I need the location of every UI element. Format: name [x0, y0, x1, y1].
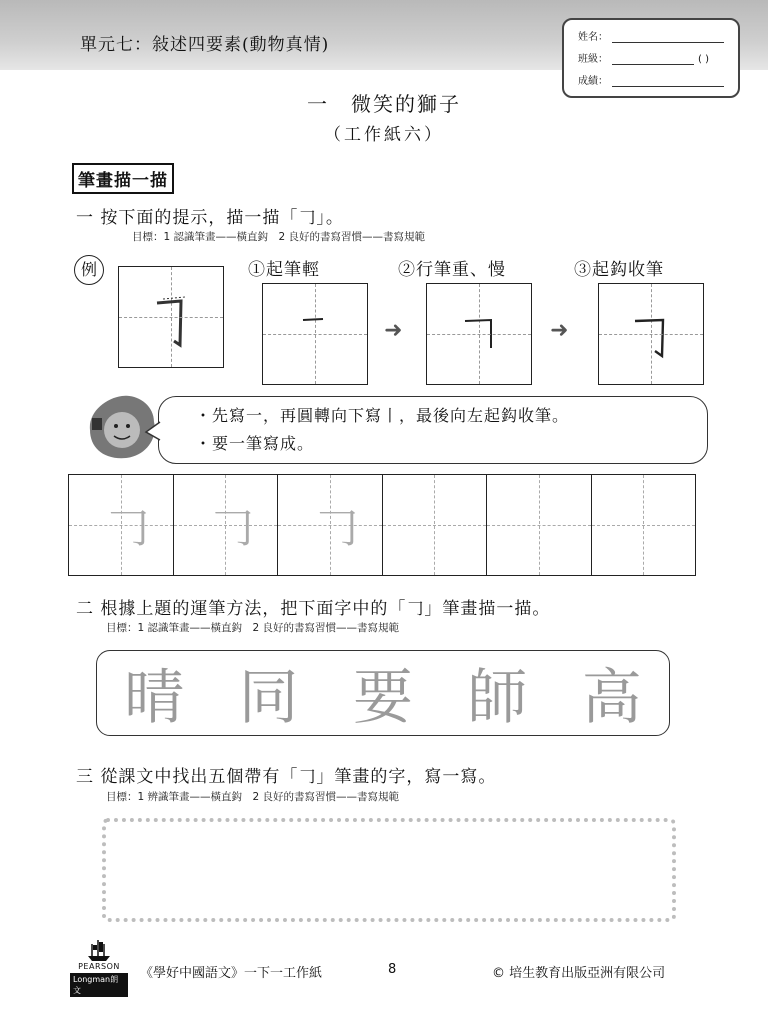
step-2-label: ②行筆重、慢 — [398, 260, 506, 280]
class-label: 班級： — [578, 54, 608, 65]
example-stroke — [119, 267, 223, 367]
practice-cell[interactable] — [69, 475, 174, 575]
name-field[interactable] — [612, 32, 724, 43]
step-3-label: ③起鈎收筆 — [574, 260, 664, 280]
practice-grid-row — [68, 474, 696, 576]
unit-title: 單元七：敍述四要素(動物真情) — [80, 35, 330, 55]
trace-character[interactable]: 要 — [352, 663, 413, 733]
logo-sub: Longman朗文 — [70, 973, 128, 997]
practice-cell[interactable] — [487, 475, 592, 575]
practice-cell[interactable] — [383, 475, 488, 575]
copyright: © 培生教育出版亞洲有限公司 — [492, 966, 666, 981]
arrow-icon: ➜ — [384, 318, 403, 343]
answer-writing-area[interactable] — [102, 818, 676, 922]
question-3-goal: 目標：1 辨識筆畫——橫直鈎 2 良好的書寫習慣——書寫規範 — [106, 791, 400, 803]
trace-char: 𠃌 — [105, 502, 149, 553]
step-2-stroke — [427, 284, 531, 384]
practice-cell[interactable] — [592, 475, 696, 575]
question-1-goal: 目標：1 認識筆畫——橫直鈎 2 良好的書寫習慣——書寫規範 — [132, 231, 426, 243]
trace-character[interactable]: 師 — [467, 663, 528, 733]
ship-icon — [84, 938, 114, 962]
score-row — [578, 72, 724, 87]
score-label: 成績： — [578, 76, 608, 87]
trace-character[interactable]: 同 — [238, 663, 299, 733]
tip-1: ・先寫一，再圓轉向下寫丨，最後向左起鈎收筆。 — [195, 406, 570, 425]
step-1-stroke — [263, 284, 367, 384]
page-subtitle: （工作紙六） — [324, 125, 444, 145]
trace-character[interactable]: 晴 — [124, 663, 185, 733]
class-number-paren: ( ) — [698, 54, 709, 65]
practice-cell[interactable] — [278, 475, 383, 575]
bubble-tail — [144, 420, 164, 444]
practice-cell[interactable] — [174, 475, 279, 575]
page-title: 一 微笑的獅子 — [307, 92, 461, 116]
page-number: 8 — [388, 962, 397, 977]
tip-2: ・要一筆寫成。 — [195, 434, 315, 453]
publisher-logo — [70, 938, 128, 1000]
student-info-box — [562, 18, 740, 98]
trace-char: 𠃌 — [209, 502, 254, 553]
question-1: 一 按下面的提示，描一描「𠃌」。 — [76, 208, 344, 228]
name-row — [578, 28, 724, 43]
step-1-grid — [262, 283, 368, 385]
score-field[interactable] — [612, 76, 724, 87]
trace-character[interactable]: 高 — [581, 663, 642, 733]
step-1-label: ①起筆輕 — [248, 260, 320, 280]
speech-bubble — [158, 396, 708, 464]
step-3-stroke — [599, 284, 703, 384]
class-row — [578, 50, 709, 65]
arrow-icon: ➜ — [550, 318, 569, 343]
question-3: 三 從課文中找出五個帶有「𠃌」筆畫的字，寫一寫。 — [76, 767, 497, 787]
trace-characters-box — [96, 650, 670, 736]
example-grid — [118, 266, 224, 368]
book-title: 《學好中國語文》一下一工作紙 — [140, 966, 323, 981]
trace-char: 𠃌 — [314, 502, 358, 553]
section-label: 筆畫描一描 — [72, 163, 174, 194]
class-field[interactable] — [612, 54, 694, 65]
step-3-grid — [598, 283, 704, 385]
question-2: 二 根據上題的運筆方法，把下面字中的「𠃌」筆畫描一描。 — [76, 599, 551, 619]
name-label: 姓名： — [578, 32, 608, 43]
question-2-goal: 目標：1 認識筆畫——橫直鈎 2 良好的書寫習慣——書寫規範 — [106, 622, 400, 634]
logo-text: PEARSON — [78, 962, 120, 971]
step-2-grid — [426, 283, 532, 385]
example-badge: 例 — [74, 255, 104, 285]
